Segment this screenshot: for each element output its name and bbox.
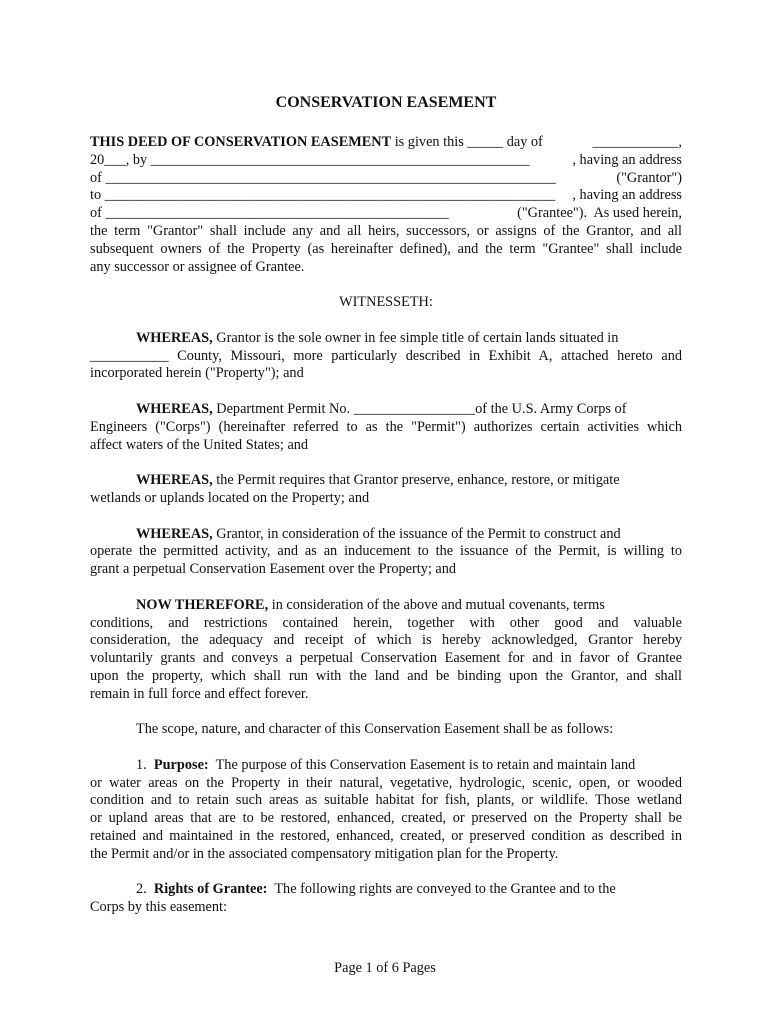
intro-text: is given this _____ day of bbox=[391, 134, 547, 150]
intro-text: ("Grantee"). As used herein, bbox=[513, 205, 682, 222]
intro-text: , having an address bbox=[572, 151, 682, 168]
page-number-footer: Page 1 of 6 Pages bbox=[334, 960, 436, 976]
intro-line-1 bbox=[90, 134, 682, 152]
deed-heading: THIS DEED OF CONSERVATION EASEMENT bbox=[90, 134, 392, 150]
intro-line-8: any successor or assignee of Grantee. bbox=[90, 258, 305, 275]
intro-text: ____________, bbox=[592, 134, 682, 150]
whereas-label: WHEREAS, bbox=[136, 400, 213, 417]
clause-text: Engineers ("Corps") (hereinafter referred to as the "Permit") authorizes certain activities which bbox=[90, 418, 682, 435]
witnesseth-heading: WITNESSETH: bbox=[339, 294, 433, 311]
clause-text: ___________ County, Missouri, more particularly described in Exhibit A, attached hereto and bbox=[90, 347, 682, 364]
document-title: CONSERVATION EASEMENT bbox=[275, 94, 497, 111]
clause-text: affect waters of the United States; and bbox=[90, 436, 309, 453]
document-body bbox=[90, 93, 682, 917]
clause-text: conditions, and restrictions contained herein, together with other good and valuable bbox=[90, 614, 682, 631]
clause-text: in consideration of the above and mutual covenants, terms bbox=[268, 596, 605, 613]
now-therefore-label: NOW THEREFORE, bbox=[136, 596, 269, 613]
section-text: Corps by this easement: bbox=[90, 899, 227, 916]
section-heading: Purpose: bbox=[153, 756, 209, 773]
clause-text: Grantor, in consideration of the issuance of the Permit to construct and bbox=[212, 525, 621, 542]
section-text: or water areas on the Property in their natural, vegetative, hydrologic, scenic, open, or wooded bbox=[90, 774, 682, 791]
intro-line-7: subsequent owners of the Property (as hereinafter defined), and the term "Grantee" shall include bbox=[90, 240, 682, 257]
intro-line-5 bbox=[90, 205, 682, 223]
scope-statement: The scope, nature, and character of this Conservation Easement shall be as follows: bbox=[136, 721, 614, 738]
intro-text: , having an address bbox=[572, 187, 682, 204]
clause-text: voluntarily grants and conveys a perpetual Conservation Easement for and in favor of Grantee bbox=[90, 650, 682, 667]
clause-text: remain in full force and effect forever. bbox=[90, 685, 309, 702]
whereas-clause-2 bbox=[90, 401, 682, 454]
intro-line-3 bbox=[90, 170, 682, 188]
intro-text: ("Grantor") bbox=[612, 169, 682, 186]
purpose-section bbox=[90, 757, 682, 864]
section-text: The purpose of this Conservation Easement is to retain and maintain land bbox=[208, 756, 636, 773]
clause-text: Grantor is the sole owner in fee simple title of certain lands situated in bbox=[212, 329, 619, 346]
section-text: retained and maintained in the restored, enhanced, created, or preserved condition as described in bbox=[90, 828, 682, 845]
whereas-label: WHEREAS, bbox=[136, 472, 213, 489]
clause-text: grant a perpetual Conservation Easement over the Property; and bbox=[90, 561, 457, 578]
clause-text: operate the permitted activity, and as an inducement to the issuance of the Permit, is willing to bbox=[90, 543, 682, 560]
section-text: or upland areas that are to be restored, enhanced, created, or preserved on the Property shall be bbox=[90, 810, 682, 827]
clause-text: the Permit requires that Grantor preserve, enhance, restore, or mitigate bbox=[212, 472, 620, 489]
section-heading: Rights of Grantee: bbox=[153, 881, 268, 898]
whereas-clause-4 bbox=[90, 526, 682, 579]
intro-paragraph bbox=[90, 134, 682, 276]
clause-text: Department Permit No. _________________of the U.S. Army Corps of bbox=[212, 400, 627, 417]
section-text: condition and to retain such areas as suitable habitat for fish, plants, or wildlife. Those wetland bbox=[90, 792, 682, 809]
section-text: The following rights are conveyed to the Grantee and to the bbox=[267, 881, 616, 898]
intro-line-4 bbox=[90, 187, 682, 205]
grantee-address-blank: of ________________________________________________ bbox=[90, 205, 449, 222]
whereas-label: WHEREAS, bbox=[136, 525, 213, 542]
now-therefore-clause bbox=[90, 597, 682, 704]
grantor-address-blank: of _______________________________________________________________ bbox=[90, 169, 556, 186]
clause-text: wetlands or uplands located on the Property; and bbox=[90, 489, 370, 506]
whereas-clause-1 bbox=[90, 330, 682, 383]
whereas-label: WHEREAS, bbox=[136, 329, 213, 346]
section-number: 1. bbox=[136, 756, 154, 773]
intro-line-6: the term "Grantor" shall include any and all heirs, successors, or assigns of the Grantor, and all bbox=[90, 222, 682, 239]
grantee-name-blank: to _______________________________________________________________ bbox=[90, 187, 556, 204]
whereas-clause-3 bbox=[90, 472, 682, 508]
intro-line-2 bbox=[90, 152, 682, 170]
rights-section bbox=[90, 881, 682, 917]
clause-text: upon the property, which shall run with the land and be binding upon the Grantor, and shall bbox=[90, 667, 682, 684]
grantor-name-blank: 20___, by _____________________________________________________ bbox=[90, 151, 530, 168]
section-text: the Permit and/or in the associated compensatory mitigation plan for the Property. bbox=[90, 845, 559, 862]
section-number: 2. bbox=[136, 881, 154, 898]
clause-text: incorporated herein ("Property"); and bbox=[90, 365, 304, 382]
clause-text: consideration, the adequacy and receipt of which is hereby acknowledged, Grantor hereby bbox=[90, 632, 682, 649]
